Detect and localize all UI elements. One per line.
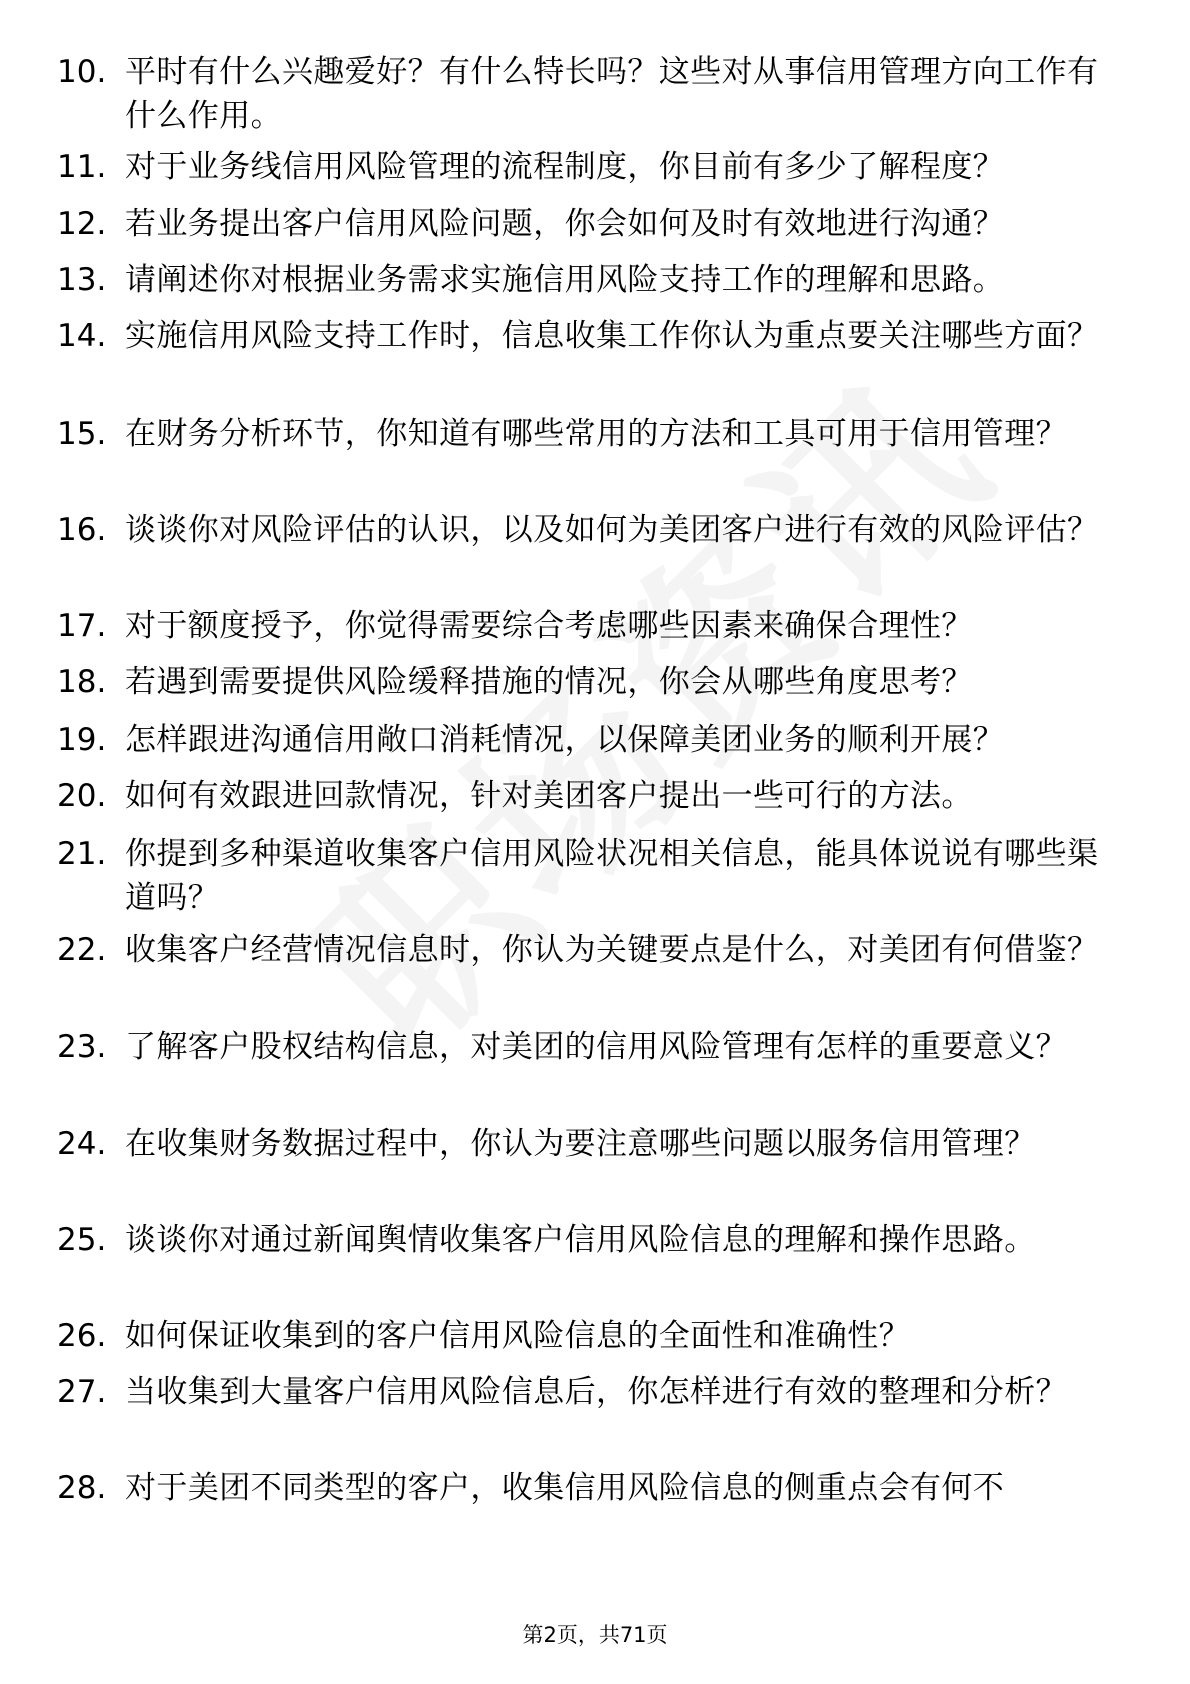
question-number: 28. bbox=[57, 1470, 107, 1506]
question-number: 22. bbox=[57, 932, 107, 968]
question-number: 16. bbox=[57, 512, 107, 548]
question-number: 23. bbox=[57, 1029, 107, 1065]
question-text: 如何保证收集到的客户信用风险信息的全面性和准确性？ bbox=[125, 1318, 910, 1354]
question-text: 请阐述你对根据业务需求实施信用风险支持工作的理解和思路。 bbox=[125, 262, 1005, 298]
question-text: 若业务提出客户信用风险问题，你会如何及时有效地进行沟通？ bbox=[125, 206, 1005, 242]
question-text: 在收集财务数据过程中，你认为要注意哪些问题以服务信用管理？ bbox=[125, 1126, 1036, 1162]
question-number: 20. bbox=[57, 778, 107, 814]
question-text: 怎样跟进沟通信用敞口消耗情况，以保障美团业务的顺利开展？ bbox=[125, 722, 1005, 758]
question-number: 17. bbox=[57, 608, 107, 644]
question-number: 12. bbox=[57, 206, 107, 242]
question-number: 26. bbox=[57, 1318, 107, 1354]
question-text: 收集客户经营情况信息时，你认为关键要点是什么，对美团有何借鉴？ bbox=[125, 932, 1099, 968]
question-number: 14. bbox=[57, 318, 107, 354]
question-number: 13. bbox=[57, 262, 107, 298]
question-text: 实施信用风险支持工作时，信息收集工作你认为重点要关注哪些方面？ bbox=[125, 318, 1099, 354]
question-number: 18. bbox=[57, 664, 107, 700]
question-text: 在财务分析环节，你知道有哪些常用的方法和工具可用于信用管理？ bbox=[125, 416, 1067, 452]
question-text: 你提到多种渠道收集客户信用风险状况相关信息，能具体说说有哪些渠道吗？ bbox=[125, 836, 1099, 916]
question-text: 平时有什么兴趣爱好？有什么特长吗？这些对从事信用管理方向工作有什么作用。 bbox=[125, 54, 1099, 134]
question-text: 对于美团不同类型的客户，收集信用风险信息的侧重点会有何不 bbox=[125, 1470, 1005, 1506]
question-number: 24. bbox=[57, 1126, 107, 1162]
page-number-label: 第2页，共71页 bbox=[522, 1623, 668, 1647]
question-text: 了解客户股权结构信息，对美团的信用风险管理有怎样的重要意义？ bbox=[125, 1029, 1067, 1065]
question-text: 谈谈你对通过新闻舆情收集客户信用风险信息的理解和操作思路。 bbox=[125, 1222, 1036, 1258]
question-number: 27. bbox=[57, 1374, 107, 1410]
question-number: 11. bbox=[57, 149, 107, 185]
question-number: 19. bbox=[57, 722, 107, 758]
question-text: 若遇到需要提供风险缓释措施的情况，你会从哪些角度思考？ bbox=[125, 664, 973, 700]
question-number: 25. bbox=[57, 1222, 107, 1258]
question-number: 15. bbox=[57, 416, 107, 452]
question-number: 10. bbox=[57, 54, 107, 90]
page-footer bbox=[0, 1620, 1190, 1650]
question-number: 21. bbox=[57, 836, 107, 872]
question-text: 当收集到大量客户信用风险信息后，你怎样进行有效的整理和分析？ bbox=[125, 1374, 1067, 1410]
question-text: 对于额度授予，你觉得需要综合考虑哪些因素来确保合理性？ bbox=[125, 608, 973, 644]
question-text: 对于业务线信用风险管理的流程制度，你目前有多少了解程度？ bbox=[125, 149, 1005, 185]
question-text: 如何有效跟进回款情况，针对美团客户提出一些可行的方法。 bbox=[125, 778, 973, 814]
question-text: 谈谈你对风险评估的认识，以及如何为美团客户进行有效的风险评估？ bbox=[125, 512, 1099, 548]
